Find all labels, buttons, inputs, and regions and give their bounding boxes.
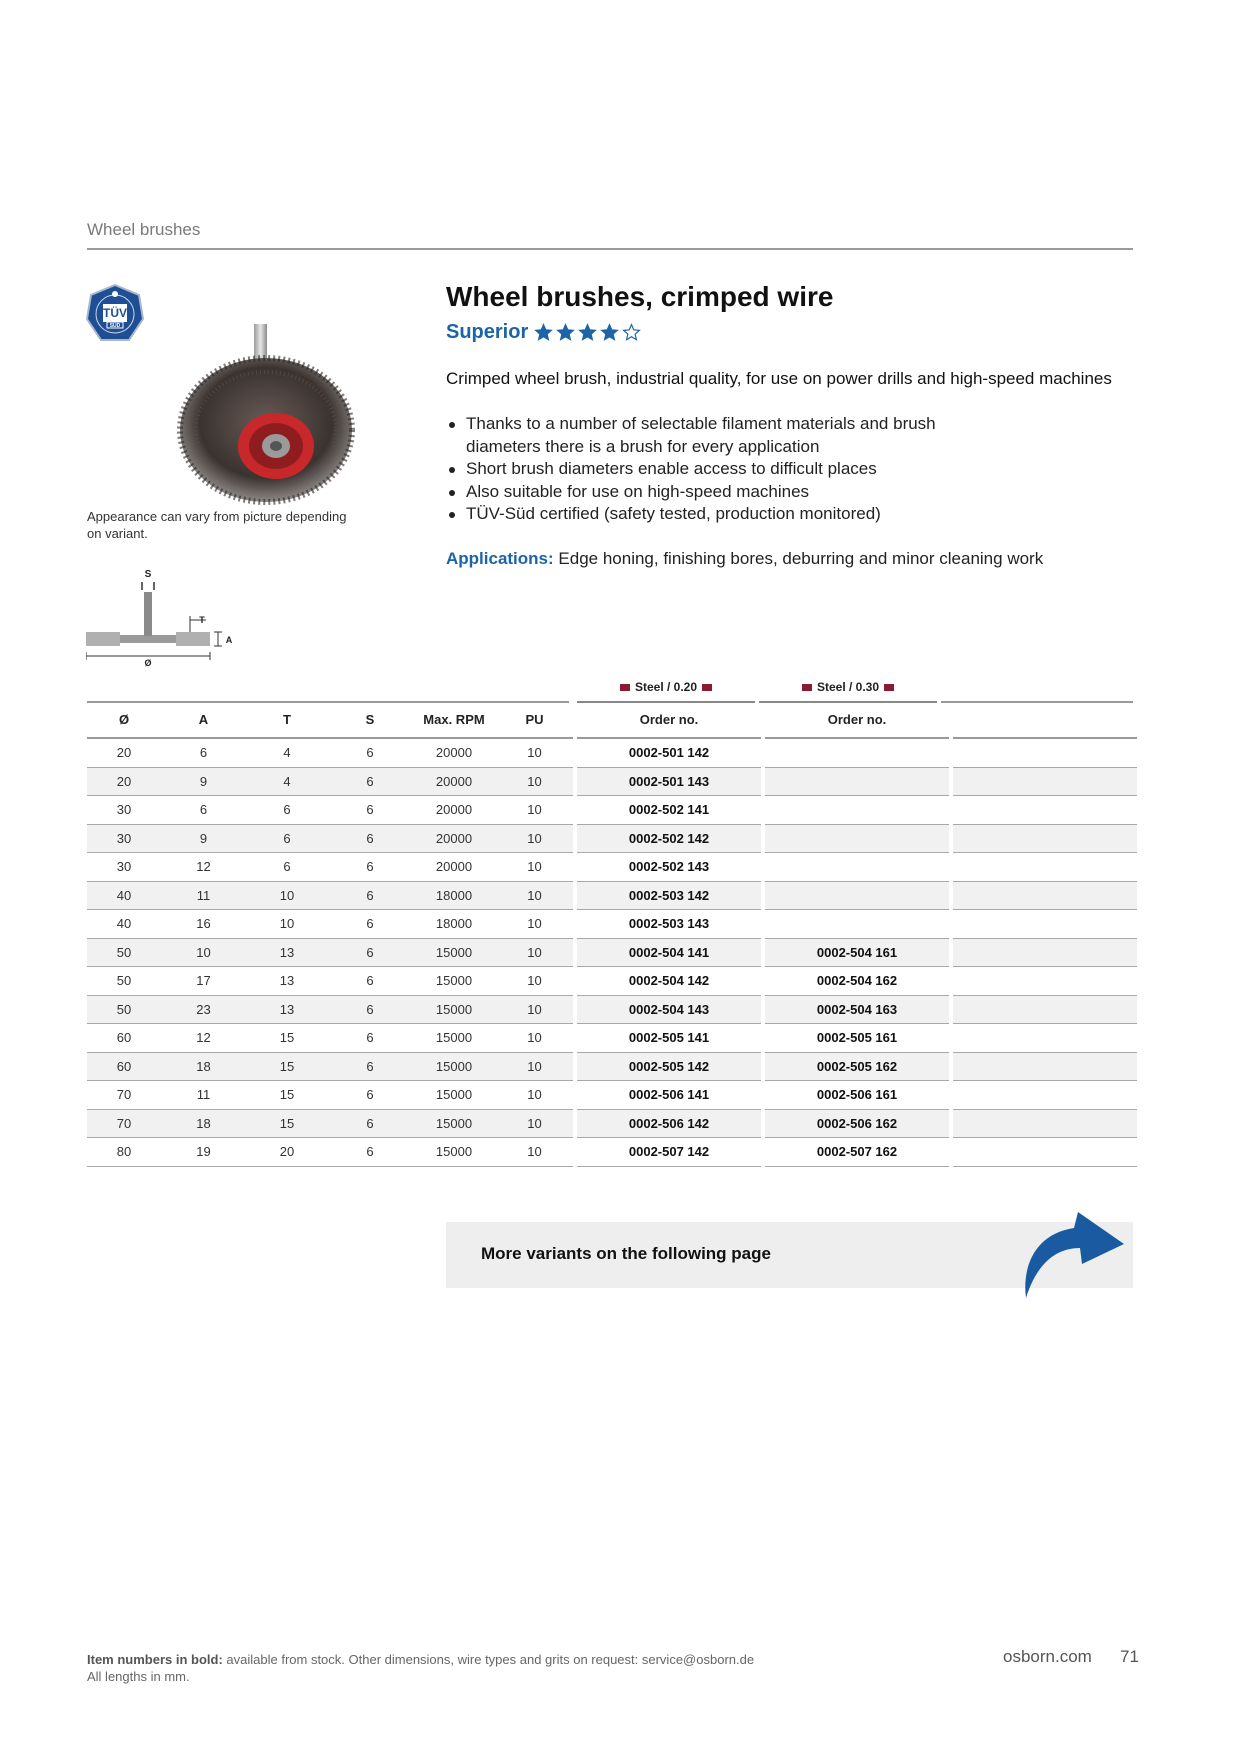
cell-s: 6 [328,910,412,939]
page-number: 71 [1120,1647,1139,1666]
cell-s: 6 [328,967,412,996]
cell-t: 15 [246,1110,328,1139]
cell-s: 6 [328,1053,412,1082]
cell-order-no-030: 0002-504 163 [765,996,949,1025]
col-header-order-no: Order no. [765,702,949,739]
cell-empty [953,739,1137,768]
cell-t: 15 [246,1024,328,1053]
cell-t: 4 [246,768,328,797]
cell-order-no-030: 0002-507 162 [765,1138,949,1167]
cell-empty [953,967,1137,996]
star-outline-icon [622,323,641,342]
cell-order-no-030: 0002-504 161 [765,939,949,968]
cell-s: 6 [328,996,412,1025]
table-row [87,910,1137,939]
feature-list [446,413,1006,526]
product-intro: Crimped wheel brush, industrial quality, for use on power drills and high-speed machines [446,369,1112,388]
cell-max-rpm: 15000 [412,1138,496,1167]
cell-order-no-030 [765,796,949,825]
cell-pu: 10 [496,939,573,968]
cell-pu: 10 [496,910,573,939]
cell-order-no-020: 0002-502 143 [577,853,761,882]
cell-t: 6 [246,853,328,882]
table-row [87,739,1137,768]
table-top-rule [577,701,755,703]
table-row [87,1024,1137,1053]
table-row [87,796,1137,825]
cell-a: 12 [161,853,246,882]
star-filled-icon [600,323,619,342]
cell-max-rpm: 20000 [412,825,496,854]
footer-note-bold: Item numbers in bold: [87,1652,223,1667]
cell-max-rpm: 20000 [412,768,496,797]
cell-empty [953,768,1137,797]
col-header-empty [953,702,1137,739]
cell-max-rpm: 15000 [412,996,496,1025]
table-row [87,882,1137,911]
cell-diameter: 30 [87,796,161,825]
cell-pu: 10 [496,739,573,768]
col-header-a: A [161,702,246,739]
cell-order-no-020: 0002-507 142 [577,1138,761,1167]
cell-pu: 10 [496,768,573,797]
cell-order-no-030: 0002-506 162 [765,1110,949,1139]
curved-arrow-right-icon [1020,1208,1126,1300]
dimensions-table [87,702,1137,1167]
product-image [170,318,360,518]
table-top-rule [759,701,937,703]
cell-t: 6 [246,796,328,825]
cell-pu: 10 [496,825,573,854]
cell-t: 13 [246,967,328,996]
cell-max-rpm: 20000 [412,796,496,825]
table-top-rule [87,701,569,703]
footer-note-line2: All lengths in mm. [87,1669,190,1684]
star-rating [534,323,641,342]
material-marker-icon [620,684,630,691]
feature-item: Short brush diameters enable access to difficult places [446,458,1006,481]
cell-diameter: 30 [87,853,161,882]
cell-t: 13 [246,996,328,1025]
col-header-diameter: Ø [87,702,161,739]
cell-max-rpm: 15000 [412,939,496,968]
cell-s: 6 [328,739,412,768]
cell-order-no-030 [765,825,949,854]
col-header-pu: PU [496,702,573,739]
cell-pu: 10 [496,1053,573,1082]
material-steel-020: Steel / 0.20 [573,680,759,694]
feature-item: Thanks to a number of selectable filament materials and brush diameters there is a brush for every application [446,413,1006,458]
cell-diameter: 20 [87,739,161,768]
table-row [87,967,1137,996]
cell-empty [953,1138,1137,1167]
feature-item: TÜV-Süd certified (safety tested, production monitored) [446,503,1006,526]
tuv-sud-certification-icon [86,284,144,344]
cell-s: 6 [328,939,412,968]
cell-max-rpm: 15000 [412,1110,496,1139]
cell-t: 15 [246,1081,328,1110]
applications-text: Edge honing, finishing bores, deburring and minor cleaning work [558,549,1044,568]
cell-order-no-030: 0002-506 161 [765,1081,949,1110]
cell-order-no-030 [765,768,949,797]
table-row [87,1053,1137,1082]
col-header-s: S [328,702,412,739]
cell-s: 6 [328,1081,412,1110]
cell-order-no-020: 0002-505 141 [577,1024,761,1053]
cell-a: 10 [161,939,246,968]
cell-pu: 10 [496,853,573,882]
cell-order-no-020: 0002-504 141 [577,939,761,968]
badge-text-top: TÜV [103,306,127,320]
cell-t: 4 [246,739,328,768]
cell-order-no-030 [765,882,949,911]
cell-diameter: 70 [87,1081,161,1110]
cell-pu: 10 [496,1138,573,1167]
cell-order-no-030: 0002-505 162 [765,1053,949,1082]
cell-s: 6 [328,1024,412,1053]
cell-a: 17 [161,967,246,996]
cell-diameter: 50 [87,939,161,968]
table-row [87,1081,1137,1110]
table-row [87,825,1137,854]
cell-max-rpm: 20000 [412,739,496,768]
cell-empty [953,910,1137,939]
cell-diameter: 20 [87,768,161,797]
cell-a: 16 [161,910,246,939]
cell-max-rpm: 20000 [412,853,496,882]
cell-max-rpm: 18000 [412,910,496,939]
cell-empty [953,825,1137,854]
image-caption: Appearance can vary from picture depending on variant. [87,509,347,541]
cell-s: 6 [328,768,412,797]
table-top-rule [941,701,1133,703]
cell-diameter: 80 [87,1138,161,1167]
cell-max-rpm: 15000 [412,1081,496,1110]
table-row [87,939,1137,968]
material-steel-030: Steel / 0.30 [755,680,941,694]
cell-diameter: 70 [87,1110,161,1139]
cell-pu: 10 [496,882,573,911]
cell-a: 18 [161,1110,246,1139]
cell-order-no-020: 0002-503 143 [577,910,761,939]
cell-order-no-020: 0002-504 142 [577,967,761,996]
table-row [87,1138,1137,1167]
material-header-row [87,672,1133,702]
cell-pu: 10 [496,1024,573,1053]
quality-rating [446,321,641,344]
cell-pu: 10 [496,1110,573,1139]
cell-a: 6 [161,796,246,825]
cell-a: 9 [161,825,246,854]
cell-t: 6 [246,825,328,854]
table-row [87,996,1137,1025]
cell-diameter: 50 [87,967,161,996]
col-header-order-no: Order no. [577,702,761,739]
cell-empty [953,1081,1137,1110]
cell-order-no-030 [765,853,949,882]
cell-diameter: 30 [87,825,161,854]
cell-s: 6 [328,853,412,882]
cell-a: 23 [161,996,246,1025]
cell-max-rpm: 15000 [412,1053,496,1082]
star-filled-icon [556,323,575,342]
diagram-label-t: T [199,615,205,625]
applications [446,549,1043,569]
footer-note-text: available from stock. Other dimensions, wire types and grits on request: service@osborn.de [222,1652,755,1667]
cell-order-no-030: 0002-505 161 [765,1024,949,1053]
table-header-row [87,702,1137,739]
cell-s: 6 [328,796,412,825]
star-filled-icon [534,323,553,342]
cell-t: 13 [246,939,328,968]
diagram-label-a: A [225,635,233,645]
cell-order-no-020: 0002-506 141 [577,1081,761,1110]
cell-pu: 10 [496,996,573,1025]
cell-pu: 10 [496,1081,573,1110]
cell-order-no-020: 0002-503 142 [577,882,761,911]
cell-empty [953,1024,1137,1053]
cell-pu: 10 [496,967,573,996]
cell-max-rpm: 15000 [412,1024,496,1053]
material-marker-icon [884,684,894,691]
cell-s: 6 [328,1138,412,1167]
table-row [87,853,1137,882]
cell-order-no-020: 0002-502 142 [577,825,761,854]
table-row [87,768,1137,797]
section-divider [87,248,1133,250]
material-marker-icon [702,684,712,691]
cell-empty [953,1110,1137,1139]
cell-order-no-030 [765,910,949,939]
cell-a: 9 [161,768,246,797]
cell-diameter: 50 [87,996,161,1025]
cell-order-no-030 [765,739,949,768]
cell-a: 19 [161,1138,246,1167]
cell-diameter: 60 [87,1024,161,1053]
cell-empty [953,853,1137,882]
cell-max-rpm: 18000 [412,882,496,911]
star-filled-icon [578,323,597,342]
cell-a: 6 [161,739,246,768]
cell-t: 10 [246,910,328,939]
footer-website: osborn.com [1003,1647,1092,1666]
table-row [87,1110,1137,1139]
more-variants-text: More variants on the following page [481,1244,771,1263]
cell-diameter: 60 [87,1053,161,1082]
cell-empty [953,1053,1137,1082]
cell-diameter: 40 [87,910,161,939]
cell-empty [953,882,1137,911]
cell-order-no-020: 0002-506 142 [577,1110,761,1139]
cell-t: 20 [246,1138,328,1167]
applications-label: Applications: [446,549,554,568]
cell-order-no-030: 0002-504 162 [765,967,949,996]
diagram-label-s: S [144,569,152,580]
dimension-diagram [86,562,246,672]
cell-order-no-020: 0002-502 141 [577,796,761,825]
material-marker-icon [802,684,812,691]
cell-a: 11 [161,1081,246,1110]
cell-order-no-020: 0002-505 142 [577,1053,761,1082]
cell-s: 6 [328,825,412,854]
cell-empty [953,796,1137,825]
feature-item: Also suitable for use on high-speed machines [446,481,1006,504]
cell-order-no-020: 0002-504 143 [577,996,761,1025]
cell-a: 18 [161,1053,246,1082]
section-label: Wheel brushes [87,220,201,239]
cell-a: 11 [161,882,246,911]
badge-text-bottom: SÜD [109,323,121,329]
cell-s: 6 [328,1110,412,1139]
cell-empty [953,996,1137,1025]
cell-s: 6 [328,882,412,911]
cell-order-no-020: 0002-501 142 [577,739,761,768]
product-table [87,672,1133,1167]
cell-t: 10 [246,882,328,911]
cell-max-rpm: 15000 [412,967,496,996]
cell-empty [953,939,1137,968]
cell-a: 12 [161,1024,246,1053]
cell-order-no-020: 0002-501 143 [577,768,761,797]
col-header-max-rpm: Max. RPM [412,702,496,739]
cell-pu: 10 [496,796,573,825]
cell-diameter: 40 [87,882,161,911]
diagram-label-diameter: Ø [144,658,152,668]
col-header-t: T [246,702,328,739]
footer-note [87,1651,754,1685]
product-title: Wheel brushes, crimped wire [446,281,834,312]
cell-t: 15 [246,1053,328,1082]
quality-label: Superior [446,321,529,343]
